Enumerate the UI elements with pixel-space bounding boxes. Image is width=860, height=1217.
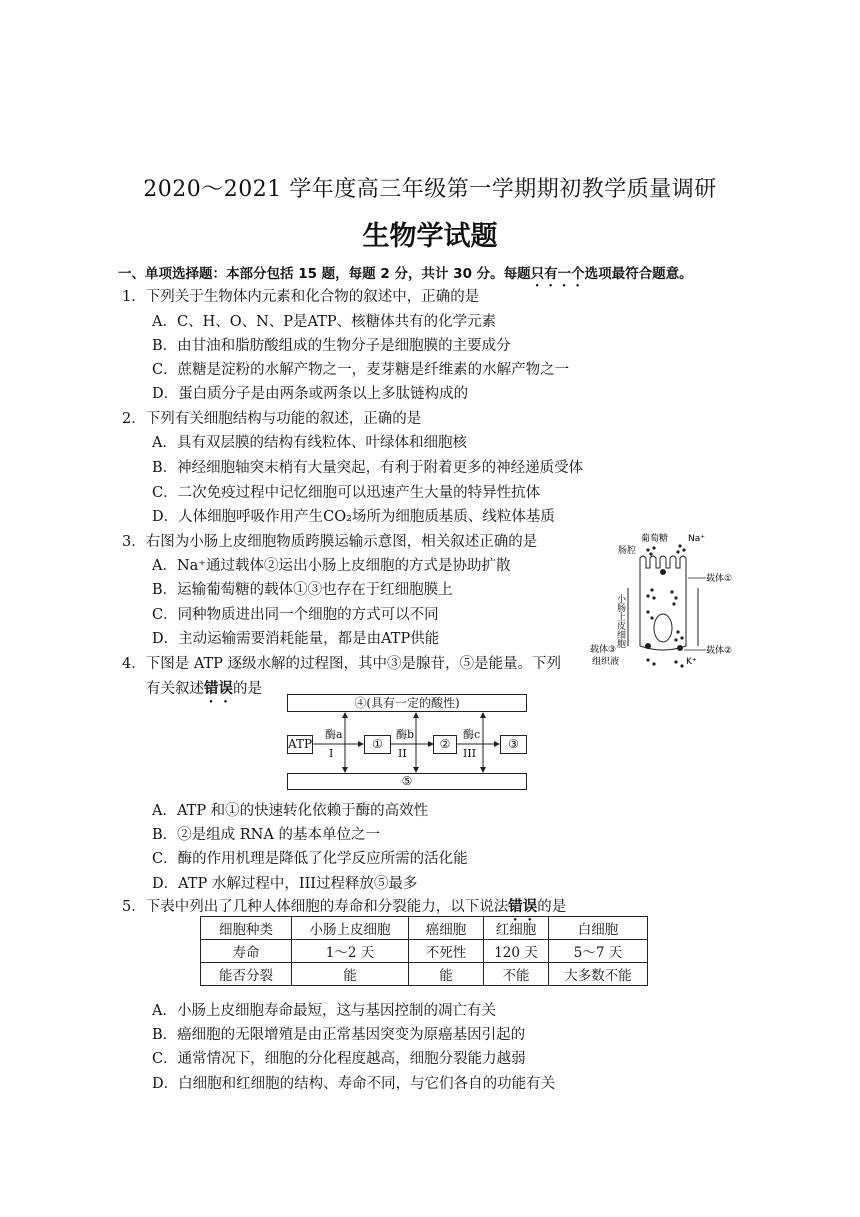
table-cell: 不能 (484, 963, 549, 986)
question-4-option-b: B．②是组成 RNA 的基本单位之一 (152, 827, 380, 843)
step-2-label: II (398, 747, 407, 760)
section-emphasis: 只有一个 (530, 266, 585, 282)
question-1-stem: 1．下列关于生物体内元素和化合物的叙述中，正确的是 (122, 289, 480, 305)
potassium-label: K⁺ (686, 657, 697, 667)
q5-stem-emphasis: 错误 (508, 898, 538, 915)
question-4-option-d: D．ATP 水解过程中，III过程释放⑤最多 (152, 876, 418, 892)
node-3 (500, 735, 527, 754)
section-text-before: 一、单项选择题：本部分包括 15 题，每题 2 分，共计 30 分。每题 (118, 266, 531, 282)
atp-top-box-text: ④(具有一定的酸性) (354, 696, 460, 710)
table-row (201, 940, 648, 963)
node-2-text: ② (439, 737, 451, 751)
step-3-label: III (463, 747, 477, 760)
enzyme-b-label: 酶b (396, 728, 415, 741)
table-cell: 5～7 天 (549, 940, 648, 963)
question-1-option-a: A．C、H、O、N、P是ATP、核糖体共有的化学元素 (152, 314, 497, 330)
exam-subtitle: 生物学试题 (362, 221, 498, 252)
table-cell: 1～2 天 (292, 940, 409, 963)
node-1-text: ① (372, 737, 383, 751)
table-cell: 能否分裂 (201, 963, 292, 986)
table-cell: 能 (292, 963, 409, 986)
question-3-option-a: A．Na⁺通过载体②运出小肠上皮细胞的方式是协助扩散 (152, 558, 511, 574)
question-5-option-b: B．癌细胞的无限增殖是由正常基因突变为原癌基因引起的 (152, 1027, 526, 1043)
table-header-cell: 红细胞 (484, 917, 549, 940)
node-1 (364, 735, 391, 754)
atp-node-text: ATP (288, 737, 313, 751)
table-cell: 寿命 (201, 940, 292, 963)
glucose-label: 葡萄糖 (641, 534, 669, 544)
table-row (201, 963, 648, 986)
question-1-option-c: C．蔗糖是淀粉的水解产物之一，麦芽糖是纤维素的水解产物之一 (152, 362, 570, 378)
table-header-cell: 细胞种类 (201, 917, 292, 940)
table-cell: 能 (409, 963, 484, 986)
question-3-stem: 3．右图为小肠上皮细胞物质跨膜运输示意图，相关叙述正确的是 (122, 534, 538, 550)
q4-stem2-emphasis: 错误 (204, 680, 233, 697)
question-2-option-a: A．具有双层膜的结构有线粒体、叶绿体和细胞核 (152, 435, 467, 451)
sodium-label: Na⁺ (688, 534, 705, 544)
step-1-label: I (329, 747, 334, 760)
table-header-cell: 白细胞 (549, 917, 648, 940)
question-1-option-b: B．由甘油和脂肪酸组成的生物分子是细胞膜的主要成分 (152, 338, 511, 354)
q4-stem2-after: 的是 (233, 681, 262, 697)
lumen-label: 肠腔 (618, 546, 637, 556)
question-2-option-d: D．人体细胞呼吸作用产生CO₂场所为细胞质基质、线粒体基质 (152, 509, 555, 525)
table-header-row (201, 917, 648, 940)
question-3-option-d: D．主动运输需要消耗能量，都是由ATP供能 (152, 631, 440, 647)
intestinal-cell-diagram (588, 528, 748, 678)
question-4-option-a: A．ATP 和①的快速转化依赖于酶的高效性 (152, 803, 429, 819)
section-text-after: 选项最符合题意。 (584, 266, 693, 282)
question-5-option-d: D．白细胞和红细胞的结构、寿命不同，与它们各自的功能有关 (152, 1076, 556, 1092)
question-4-stem: 4．下图是 ATP 逐级水解的过程图，其中③是腺苷，⑤是能量。下列 (122, 656, 562, 672)
cell-label: 小肠上皮细胞 (615, 594, 625, 648)
table-cell: 不死性 (409, 940, 484, 963)
carrier-3-label: 载体③ (590, 645, 617, 655)
question-2-option-b: B．神经细胞轴突末梢有大量突起，有利于附着更多的神经递质受体 (152, 460, 584, 476)
question-5-option-c: C．通常情况下，细胞的分化程度越高，细胞分裂能力越弱 (152, 1051, 526, 1067)
exam-title: 2020～2021 学年度高三年级第一学期期初教学质量调研 (143, 177, 717, 202)
tissue-fluid-label: 组织液 (592, 657, 620, 667)
question-3-option-b: B．运输葡萄糖的载体①③也存在于红细胞膜上 (152, 582, 453, 598)
atp-diagram (287, 694, 529, 791)
q4-stem2-before: 有关叙述 (146, 681, 204, 697)
carrier-1-label: 载体① (706, 574, 733, 584)
atp-node (287, 735, 313, 754)
atp-arrows (287, 694, 529, 791)
atp-bottom-box-text: ⑤ (401, 774, 413, 788)
question-2-option-c: C．二次免疫过程中记忆细胞可以迅速产生大量的特异性抗体 (152, 485, 541, 501)
table-header-cell: 小肠上皮细胞 (292, 917, 409, 940)
table-header-cell: 癌细胞 (409, 917, 484, 940)
question-3-option-c: C．同种物质进出同一个细胞的方式可以不同 (152, 607, 439, 623)
table-cell: 120 天 (484, 940, 549, 963)
node-3-text: ③ (508, 737, 519, 751)
carrier-2-label: 载体② (706, 646, 733, 656)
question-4-stem-line2 (146, 677, 262, 706)
q5-stem-before: 5．下表中列出了几种人体细胞的寿命和分裂能力，以下说法 (122, 899, 509, 915)
question-1-option-d: D．蛋白质分子是由两条或两条以上多肽链构成的 (152, 386, 469, 402)
q5-stem-after: 的是 (537, 899, 567, 915)
cell-lifespan-table (200, 916, 648, 986)
question-2-stem: 2．下列有关细胞结构与功能的叙述，正确的是 (122, 411, 422, 427)
node-2 (433, 735, 457, 754)
table-cell: 大多数不能 (549, 963, 648, 986)
question-5-option-a: A．小肠上皮细胞寿命最短，这与基因控制的凋亡有关 (152, 1003, 496, 1019)
enzyme-c-label: 酶c (463, 728, 481, 741)
question-4-option-c: C．酶的作用机理是降低了化学反应所需的活化能 (152, 851, 468, 867)
enzyme-a-label: 酶a (325, 728, 343, 741)
